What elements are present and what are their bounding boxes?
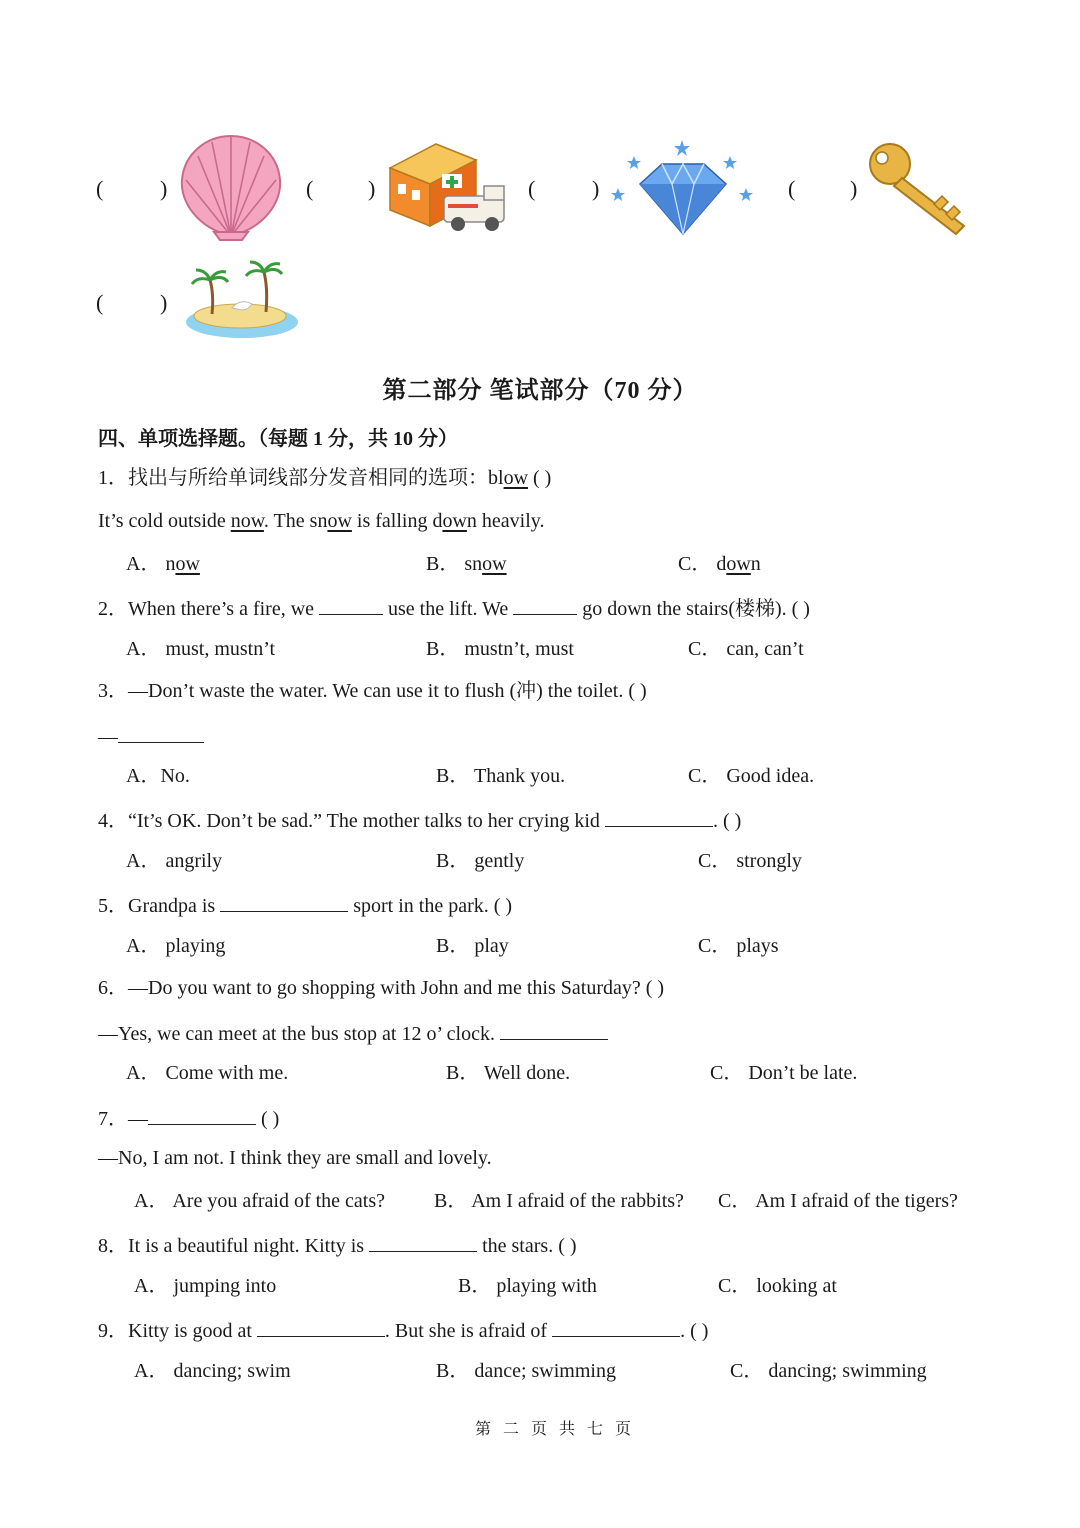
sentence-underlined: ow bbox=[327, 510, 352, 532]
sentence-underlined: ow bbox=[442, 510, 467, 532]
question-text: —Don’t waste the water. We can use it to flush (冲) the toilet. ( ) bbox=[128, 680, 647, 702]
question-number: 6． bbox=[98, 977, 128, 999]
option-underlined: ow bbox=[726, 553, 751, 575]
option-b[interactable]: B． Am I afraid of the rabbits? bbox=[434, 1190, 684, 1212]
answer-paren-close-5: ) bbox=[160, 290, 168, 315]
question-text: use the lift. We bbox=[388, 598, 509, 620]
shell-image bbox=[178, 132, 284, 242]
option-b[interactable]: B． dance; swimming bbox=[436, 1360, 616, 1382]
question-number: 3． bbox=[98, 680, 128, 702]
question-text: the stars. ( ) bbox=[482, 1235, 577, 1257]
option-a[interactable]: A． Are you afraid of the cats? bbox=[134, 1190, 386, 1212]
question-7 bbox=[98, 1104, 279, 1131]
answer-blank[interactable] bbox=[257, 1316, 385, 1337]
question-text: go down the stairs(楼梯). ( ) bbox=[582, 598, 810, 620]
option-a[interactable]: A． angrily bbox=[126, 850, 223, 872]
question-text: It is a beautiful night. Kitty is bbox=[128, 1235, 365, 1257]
answer-paren-close-2: ) bbox=[368, 176, 376, 201]
option-b[interactable]: B． play bbox=[436, 935, 509, 957]
option-c[interactable]: C． Am I afraid of the tigers? bbox=[718, 1190, 958, 1212]
question-1-sentence bbox=[98, 509, 544, 533]
page-footer: 第 二 页 共 七 页 bbox=[474, 1421, 635, 1438]
option-text: n bbox=[750, 553, 761, 575]
target-word-prefix: bl bbox=[488, 467, 504, 489]
answer-blank[interactable] bbox=[319, 594, 383, 615]
answer-paren: ( ) bbox=[261, 1108, 280, 1130]
option-b[interactable]: B． playing with bbox=[458, 1275, 597, 1297]
option-b[interactable]: B． Well done. bbox=[446, 1062, 571, 1084]
option-underlined: ow bbox=[482, 553, 507, 575]
key-image bbox=[864, 140, 972, 236]
answer-blank[interactable] bbox=[148, 1104, 256, 1125]
option-text: d bbox=[716, 553, 727, 575]
option-c[interactable]: C． plays bbox=[698, 935, 779, 957]
answer-paren-open-3: ( bbox=[528, 176, 536, 201]
sentence-text: . The sn bbox=[263, 510, 328, 532]
option-c[interactable]: C． looking at bbox=[718, 1275, 837, 1297]
question-text: . ( ) bbox=[680, 1320, 709, 1342]
question-3 bbox=[98, 679, 647, 703]
answer-paren-open-5: ( bbox=[96, 290, 104, 315]
option-label: B． bbox=[426, 553, 460, 575]
question-8 bbox=[98, 1231, 577, 1258]
answer-blank[interactable] bbox=[513, 594, 577, 615]
question-4 bbox=[98, 806, 741, 833]
option-underlined: ow bbox=[175, 553, 200, 575]
island-image bbox=[182, 258, 300, 342]
question-number: 8． bbox=[98, 1235, 128, 1257]
question-number: 7． bbox=[98, 1108, 128, 1130]
question-text: When there’s a fire, we bbox=[128, 598, 315, 620]
option-c[interactable]: C． strongly bbox=[698, 850, 802, 872]
question-text: . But she is afraid of bbox=[384, 1320, 548, 1342]
option-c[interactable]: C． Good idea. bbox=[688, 765, 815, 787]
dialog-text: —Yes, we can meet at the bus stop at 12 o’ clock. bbox=[98, 1023, 495, 1045]
question-text: “It’s OK. Don’t be sad.” The mother talks to her crying kid bbox=[128, 810, 600, 832]
answer-blank[interactable] bbox=[500, 1019, 608, 1040]
answer-paren-close-3: ) bbox=[592, 176, 600, 201]
sentence-text: It’s cold outside bbox=[98, 510, 231, 532]
option-label: A． bbox=[126, 553, 161, 575]
question-text: Grandpa is bbox=[128, 895, 216, 917]
question-number: 9． bbox=[98, 1320, 128, 1342]
question-9 bbox=[98, 1316, 708, 1343]
answer-blank[interactable] bbox=[605, 806, 713, 827]
target-word-underlined: ow bbox=[503, 467, 529, 489]
option-c[interactable] bbox=[678, 552, 761, 576]
question-text: sport in the park. ( ) bbox=[353, 895, 513, 917]
sentence-text: is falling d bbox=[351, 510, 443, 532]
dialog-dash: — bbox=[98, 726, 118, 748]
question-number: 5． bbox=[98, 895, 128, 917]
part-title: 第二部分 笔试部分（70 分） bbox=[382, 378, 698, 404]
answer-paren-open-2: ( bbox=[306, 176, 314, 201]
hospital-image bbox=[386, 138, 510, 234]
question-2 bbox=[98, 594, 810, 621]
question-6 bbox=[98, 976, 664, 1000]
question-3-reply bbox=[98, 722, 204, 749]
option-a[interactable]: A． jumping into bbox=[134, 1275, 277, 1297]
option-a[interactable]: A． playing bbox=[126, 935, 226, 957]
option-b[interactable]: B． mustn’t, must bbox=[426, 638, 574, 660]
question-5 bbox=[98, 891, 512, 918]
question-number: 1． bbox=[98, 467, 128, 489]
option-a[interactable]: A． must, mustn’t bbox=[126, 638, 276, 660]
answer-blank[interactable] bbox=[220, 891, 348, 912]
answer-paren-close-1: ) bbox=[160, 176, 168, 201]
option-a[interactable]: A． dancing; swim bbox=[134, 1360, 291, 1382]
question-stem: 找出与所给单词线部分发音相同的选项： bbox=[128, 467, 488, 489]
diamond-image bbox=[606, 136, 760, 240]
question-number: 2． bbox=[98, 598, 128, 620]
option-b[interactable] bbox=[426, 552, 507, 576]
option-a[interactable] bbox=[126, 552, 200, 576]
option-c[interactable]: C． can, can’t bbox=[688, 638, 804, 660]
answer-blank[interactable] bbox=[552, 1316, 680, 1337]
answer-blank[interactable] bbox=[369, 1231, 477, 1252]
sentence-underlined: now bbox=[230, 510, 264, 532]
answer-paren-open-4: ( bbox=[788, 176, 796, 201]
question-6-reply bbox=[98, 1019, 608, 1046]
option-text: n bbox=[165, 553, 176, 575]
option-text: sn bbox=[464, 553, 483, 575]
question-text: . ( ) bbox=[712, 810, 742, 832]
question-text: Kitty is good at bbox=[128, 1320, 252, 1342]
answer-paren: ( ) bbox=[528, 467, 552, 489]
answer-paren-close-4: ) bbox=[850, 176, 858, 201]
option-a[interactable]: A． Come with me. bbox=[126, 1062, 289, 1084]
sentence-text: n heavily. bbox=[466, 510, 545, 532]
question-1 bbox=[98, 466, 551, 490]
option-c[interactable]: C． dancing; swimming bbox=[730, 1360, 927, 1382]
option-b[interactable]: B． gently bbox=[436, 850, 525, 872]
question-7-reply: —No, I am not. I think they are small and lovely. bbox=[98, 1147, 492, 1169]
answer-blank[interactable] bbox=[118, 722, 204, 743]
option-a[interactable]: A．No. bbox=[126, 765, 190, 787]
option-label: C． bbox=[678, 553, 712, 575]
section-title: 四、单项选择题。（每题 1 分，共 10 分） bbox=[98, 428, 458, 450]
question-text: —Do you want to go shopping with John and me this Saturday? ( ) bbox=[128, 977, 665, 999]
option-c[interactable]: C． Don’t be late. bbox=[710, 1062, 858, 1084]
dialog-dash: — bbox=[128, 1108, 148, 1130]
option-b[interactable]: B． Thank you. bbox=[436, 765, 566, 787]
question-number: 4． bbox=[98, 810, 128, 832]
answer-paren-open-1: ( bbox=[96, 176, 104, 201]
